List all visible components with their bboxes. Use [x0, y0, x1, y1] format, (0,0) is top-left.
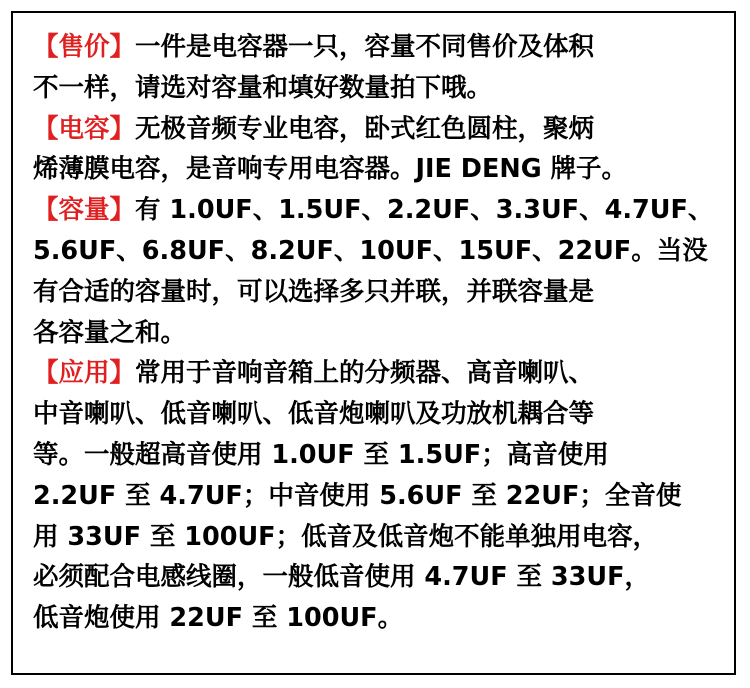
section-capacitor: [33, 109, 723, 191]
section-capacity: [33, 190, 723, 353]
text-line: 2.2UF 至 4.7UF；中音使用 5.6UF 至 22UF；全音使: [33, 480, 682, 511]
text-line: 烯薄膜电容，是音响专用电容器。JIE DENG 牌子。: [33, 154, 628, 185]
text-line: [33, 27, 723, 68]
text-line-content: 无极音频专业电容，卧式红色圆柱，聚炳: [135, 113, 595, 144]
section-tag-capacitor: 【电容】: [33, 113, 136, 144]
text-line-content: 常用于音响音箱上的分频器、高音喇叭、: [135, 358, 595, 389]
text-line-content: 有 1.0UF、1.5UF、2.2UF、3.3UF、4.7UF、: [135, 195, 714, 226]
text-line: 用 33UF 至 100UF；低音及低音炮不能单独用电容，: [33, 521, 659, 552]
text-line-content: 一件是电容器一只，容量不同售价及体积: [135, 32, 595, 62]
section-application: [33, 353, 723, 639]
text-line: 各容量之和。: [33, 317, 187, 348]
description-text: [33, 27, 723, 639]
text-line: 必须配合电感线圈，一般低音使用 4.7UF 至 33UF，: [33, 562, 651, 593]
section-tag-price: 【售价】: [33, 32, 136, 62]
text-line: [33, 109, 723, 150]
text-line: 中音喇叭、低音喇叭、低音炮喇叭及功放机耦合等: [33, 399, 595, 430]
text-line: 不一样，请选对容量和填好数量拍下哦。: [33, 72, 493, 103]
text-line: [33, 353, 723, 394]
text-line: 低音炮使用 22UF 至 100UF。: [33, 603, 404, 634]
text-line: 5.6UF、6.8UF、8.2UF、10UF、15UF、22UF。当没: [33, 235, 708, 266]
section-tag-capacity: 【容量】: [33, 195, 136, 226]
text-line: [33, 190, 723, 231]
text-line: 等。一般超高音使用 1.0UF 至 1.5UF；高音使用: [33, 439, 609, 470]
section-price: [33, 27, 723, 109]
section-tag-application: 【应用】: [33, 358, 136, 389]
description-box: [11, 11, 736, 675]
text-line: 有合适的容量时，可以选择多只并联，并联容量是: [33, 276, 595, 307]
